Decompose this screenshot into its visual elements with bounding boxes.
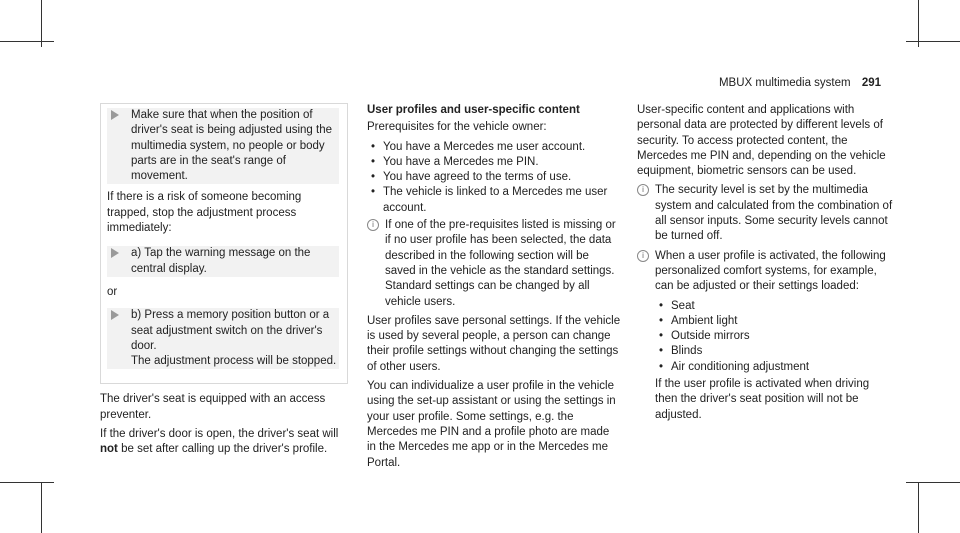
step-item (107, 308, 339, 369)
paragraph: You can individualize a user profile in the vehicle using the set-up assistant or using the settings in your user profile. Some settings, e.g. the Mercedes me PIN and a profile photo are made in the Mercedes me app or in the Mercedes me Portal. (367, 380, 616, 469)
arrow-icon (111, 248, 119, 258)
bold-text: not (100, 443, 118, 456)
list-item: • Outside mirrors (655, 329, 893, 344)
info-note (637, 183, 893, 244)
crop-mark (41, 482, 42, 533)
page-header (719, 77, 881, 89)
step-item (107, 246, 339, 277)
paragraph: Prerequisites for the vehicle owner: (367, 121, 547, 134)
note-text: If the user profile is activated when driving then the driver's seat position will not be adjusted. (655, 378, 870, 421)
crop-mark (41, 0, 42, 47)
crop-mark (0, 41, 54, 42)
step-text: a) Tap the warning message on the central display. (131, 247, 311, 275)
page-number: 291 (861, 77, 881, 89)
info-icon: i (637, 184, 649, 196)
comfort-list (655, 299, 893, 375)
risk-text: If there is a risk of someone becoming trapped, stop the adjustment process immediately: (107, 191, 302, 235)
crop-mark (918, 482, 919, 533)
step-item (107, 108, 339, 184)
text-run: If the driver's door is open, the driver's seat will (100, 428, 339, 441)
column-right (637, 103, 893, 427)
column-left (100, 103, 348, 462)
note-text: When a user profile is activated, the following personalized comfort systems, for example, can be adjusted or their settings loaded: (655, 249, 886, 293)
or-text: or (107, 285, 118, 298)
step-text: Make sure that when the position of driver's seat is being adjusted using the multimedia system, no people or body parts are in the seat's range of movement. (131, 109, 333, 183)
paragraph (100, 427, 348, 458)
list-item: • Seat (655, 299, 893, 314)
crop-mark (906, 41, 960, 42)
info-icon: i (637, 250, 649, 262)
section-title: MBUX multimedia system (718, 77, 851, 89)
step-text: b) Press a memory position button or a seat adjustment switch on the driver's door. (131, 309, 330, 352)
paragraph: User profiles save personal settings. If the vehicle is used by several people, a person can change their profile settings without changing the settings of other users. (367, 314, 621, 373)
prereq-list (367, 140, 621, 216)
list-item: • The vehicle is linked to a Mercedes me user account. (367, 185, 621, 216)
paragraph: User-specific content and applications with personal data are protected by different levels of security. To access protected content, the Mercedes me PIN and, depending on the vehicle equipment, biometric sensors can be used. (637, 104, 886, 178)
list-item: • Air conditioning adjustment (655, 360, 893, 375)
paragraph: The driver's seat is equipped with an access preventer. (100, 393, 326, 421)
note-text: The security level is set by the multimedia system and calculated from the combination of all sensor inputs. Some security levels cannot be turned off. (655, 184, 893, 243)
crop-mark (918, 0, 919, 47)
warning-box (100, 103, 348, 384)
text-run: be set after calling up the driver's profile. (117, 443, 328, 456)
list-item: • Blinds (655, 344, 893, 359)
crop-mark (0, 482, 54, 483)
info-note (367, 218, 621, 310)
list-item: • You have agreed to the terms of use. (367, 170, 621, 185)
info-icon: i (367, 219, 379, 231)
arrow-icon (111, 310, 119, 320)
arrow-icon (111, 110, 119, 120)
step-result: The adjustment process will be stopped. (131, 355, 337, 368)
column-middle (367, 103, 621, 475)
crop-mark (906, 482, 960, 483)
list-item: • You have a Mercedes me PIN. (367, 155, 621, 170)
note-text: If one of the pre-requisites listed is missing or if no user profile has been selected, the data described in the following section will be saved in the vehicle as the standard settings. Standard settings can be changed by all vehicle users. (385, 219, 616, 308)
info-note (637, 249, 893, 423)
list-item: • Ambient light (655, 314, 893, 329)
section-heading: User profiles and user-specific content (367, 104, 580, 116)
list-item: • You have a Mercedes me user account. (367, 140, 621, 155)
